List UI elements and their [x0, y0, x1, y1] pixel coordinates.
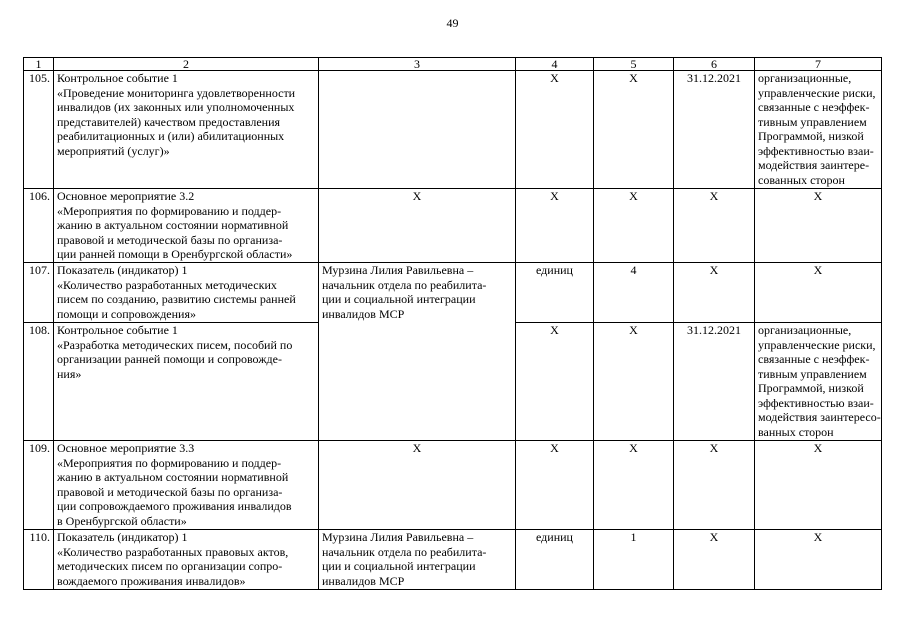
description-line: представителей) качеством предоставления [57, 114, 281, 129]
deadline-cell: 31.12.2021 [674, 323, 755, 441]
risk-line: связанные с неэффек- [758, 352, 870, 366]
row-number: 109. [24, 441, 54, 530]
responsible-line: Мурзина Лилия Равильевна – [322, 263, 474, 277]
row-number: 110. [24, 530, 54, 590]
description-line: жанию в актуальном состоянии нормативной [57, 218, 289, 232]
unit-cell: Х [516, 71, 594, 189]
row-number: 105. [24, 71, 54, 189]
description-line: вождаемого проживания инвалидов» [57, 573, 246, 588]
description-line: мероприятий (услуг)» [57, 143, 170, 158]
description-line: в Оренбургской области» [57, 513, 187, 528]
risk-line: Программой, низкой [758, 129, 864, 143]
responsible-line: начальник отдела по реабилита- [322, 544, 487, 559]
event-description [54, 323, 319, 441]
risks-cell: Х [755, 441, 882, 530]
risk-line: модействия заинтересо- [758, 410, 881, 424]
row-number: 107. [24, 263, 54, 323]
table-row [24, 263, 882, 323]
responsible-cell: Х [319, 189, 516, 263]
value-cell: 1 [594, 530, 674, 590]
risks-cell: Х [755, 189, 882, 263]
description-line: Основное мероприятие 3.2 [57, 189, 195, 203]
risk-line: ванных сторон [758, 424, 834, 439]
row-number: 108. [24, 323, 54, 441]
column-header: 6 [674, 58, 755, 71]
risk-line: организационные, [758, 71, 852, 85]
risks-cell [755, 71, 882, 189]
description-line: Контрольное событие 1 [57, 323, 178, 337]
description-line: «Мероприятия по формированию и поддер- [57, 203, 282, 218]
column-header: 7 [755, 58, 882, 71]
risk-line: Программой, низкой [758, 381, 864, 395]
table-row [24, 530, 882, 590]
risk-line: эффективностью взаи- [758, 143, 874, 158]
column-header: 5 [594, 58, 674, 71]
event-description [54, 530, 319, 590]
description-line: «Разработка методических писем, пособий по [57, 337, 293, 352]
event-description [54, 441, 319, 530]
description-line: ции сопровождаемого проживания инвалидов [57, 499, 292, 513]
description-line: Контрольное событие 1 [57, 71, 178, 85]
description-line: методических писем по организации сопро- [57, 559, 283, 573]
responsible-cell: Х [319, 441, 516, 530]
description-line: «Количество разработанных правовых актов, [57, 544, 289, 559]
description-line: Показатель (индикатор) 1 [57, 530, 188, 544]
responsible-cell [319, 263, 516, 441]
description-line: ния» [57, 366, 82, 381]
risk-line: тивным управлением [758, 366, 867, 381]
table-row [24, 441, 882, 530]
deadline-cell: Х [674, 263, 755, 323]
risk-line: сованных сторон [758, 172, 845, 187]
column-header: 2 [54, 58, 319, 71]
unit-cell: Х [516, 323, 594, 441]
description-line: помощи и сопровождения» [57, 306, 196, 321]
table-row [24, 189, 882, 263]
page-number: 49 [446, 16, 459, 30]
header-row [24, 58, 882, 71]
event-description [54, 189, 319, 263]
unit-cell: единиц [516, 530, 594, 590]
description-line: ции ранней помощи в Оренбургской области» [57, 247, 293, 261]
risk-line: тивным управлением [758, 114, 867, 129]
value-cell: 4 [594, 263, 674, 323]
responsible-line: Мурзина Лилия Равильевна – [322, 530, 474, 544]
risk-line: эффективностью взаи- [758, 395, 874, 410]
deadline-cell: 31.12.2021 [674, 71, 755, 189]
description-line: жанию в актуальном состоянии нормативной [57, 470, 289, 484]
deadline-cell: Х [674, 441, 755, 530]
plan-table [23, 57, 882, 590]
responsible-cell [319, 530, 516, 590]
description-line: правовой и методической базы по организа- [57, 484, 283, 499]
responsible-line: инвалидов МСР [322, 306, 405, 321]
risk-line: управленческие риски, [758, 337, 876, 352]
column-header: 1 [24, 58, 54, 71]
risks-cell: Х [755, 263, 882, 323]
risks-cell: Х [755, 530, 882, 590]
responsible-cell [319, 71, 516, 189]
description-line: Показатель (индикатор) 1 [57, 263, 188, 277]
description-line: писем по созданию, развитию системы ранней [57, 292, 296, 306]
unit-cell: Х [516, 441, 594, 530]
risk-line: управленческие риски, [758, 85, 876, 100]
risk-line: организационные, [758, 323, 852, 337]
value-cell: Х [594, 189, 674, 263]
responsible-line: инвалидов МСР [322, 573, 405, 588]
unit-cell: Х [516, 189, 594, 263]
description-line: «Проведение мониторинга удовлетворенности [57, 85, 296, 100]
event-description [54, 263, 319, 323]
column-header: 4 [516, 58, 594, 71]
risks-cell [755, 323, 882, 441]
value-cell: Х [594, 71, 674, 189]
responsible-line: начальник отдела по реабилита- [322, 277, 487, 292]
event-description [54, 71, 319, 189]
risk-line: модействия заинтере- [758, 158, 870, 172]
description-line: инвалидов (их законных или уполномоченных [57, 100, 295, 114]
deadline-cell: Х [674, 530, 755, 590]
responsible-line: ции и социальной интеграции [322, 559, 476, 573]
description-line: Основное мероприятие 3.3 [57, 441, 195, 455]
column-header: 3 [319, 58, 516, 71]
table-row [24, 71, 882, 189]
description-line: «Количество разработанных методических [57, 277, 277, 292]
row-number: 106. [24, 189, 54, 263]
description-line: правовой и методической базы по организа- [57, 232, 283, 247]
value-cell: Х [594, 441, 674, 530]
description-line: реабилитационных и (или) абилитационных [57, 129, 285, 143]
value-cell: Х [594, 323, 674, 441]
unit-cell: единиц [516, 263, 594, 323]
deadline-cell: Х [674, 189, 755, 263]
description-line: «Мероприятия по формированию и поддер- [57, 455, 282, 470]
description-line: организации ранней помощи и сопровожде- [57, 352, 282, 366]
risk-line: связанные с неэффек- [758, 100, 870, 114]
responsible-line: ции и социальной интеграции [322, 292, 476, 306]
